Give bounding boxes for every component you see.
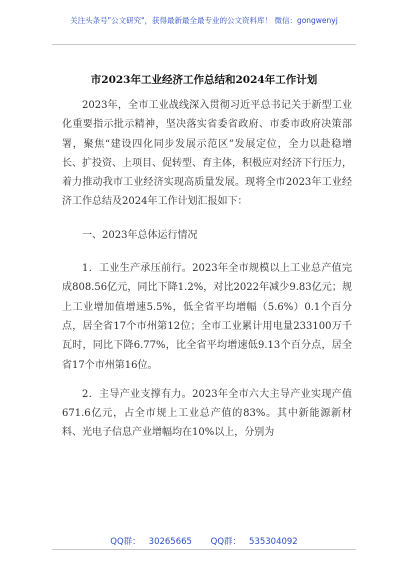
paragraph-industrial-production: 1．工业生产承压前行。2023年全市规模以上工业总产值完成808.56亿元，同比下降1.2%，对比2022年减少9.83亿元；规上工业增加值增速5.5%，低全省平均增幅（5.6%）0.1个百分点，居全省17个市州第12位；全市工业累计用电量233100万千瓦时，同比下降6.77%，比全省平均增速低9.13个百分点，居全省17个市州第16位。 [62, 263, 352, 371]
document-body [62, 96, 352, 443]
header-divider [52, 44, 356, 45]
footer-qq-group-1 [106, 537, 196, 547]
section-heading: 一、2023年总体运行情况 [82, 229, 198, 241]
footer-qq-group-2 [207, 537, 302, 547]
document-title: 市2023年工业经济工作总结和2024年工作计划 [90, 74, 318, 86]
intro-paragraph: 2023年，全市工业战线深入贯彻习近平总书记关于新型工业化重要指示批示精神，坚决落实省委省政府、市委市政府决策部署，聚焦“建设四化同步发展示范区”发展定位，全力以赴稳增长、扩投资、上项目、促转型、育主体，积极应对经济下行压力，着力推动我市工业经济实现高质量发展。现将全市2023年工业经济工作总结及2024年工作计划汇报如下： [62, 100, 352, 208]
page-footer [0, 535, 408, 547]
footer-divider [52, 549, 356, 550]
footer-qq-label-2: QQ群： [210, 537, 242, 547]
footer-qq-label-1: QQ群： [110, 537, 141, 547]
paragraph-leading-industries: 2．主导产业支撑有力。2023年全市六大主导产业实现产值671.6亿元，占全市规上工业总产值的83%。其中新能源新材料、光电子信息产业增幅均在10%以上，分别为 [62, 388, 352, 439]
footer-qq-number-2: 535304092 [249, 537, 298, 547]
header-promo-text: 关注头条号"公文研究"，获得最新最全最专业的公文资料库！ 微信：gongwenyj [70, 15, 338, 25]
footer-qq-number-1: 30265665 [148, 537, 192, 547]
page-header [0, 0, 408, 40]
